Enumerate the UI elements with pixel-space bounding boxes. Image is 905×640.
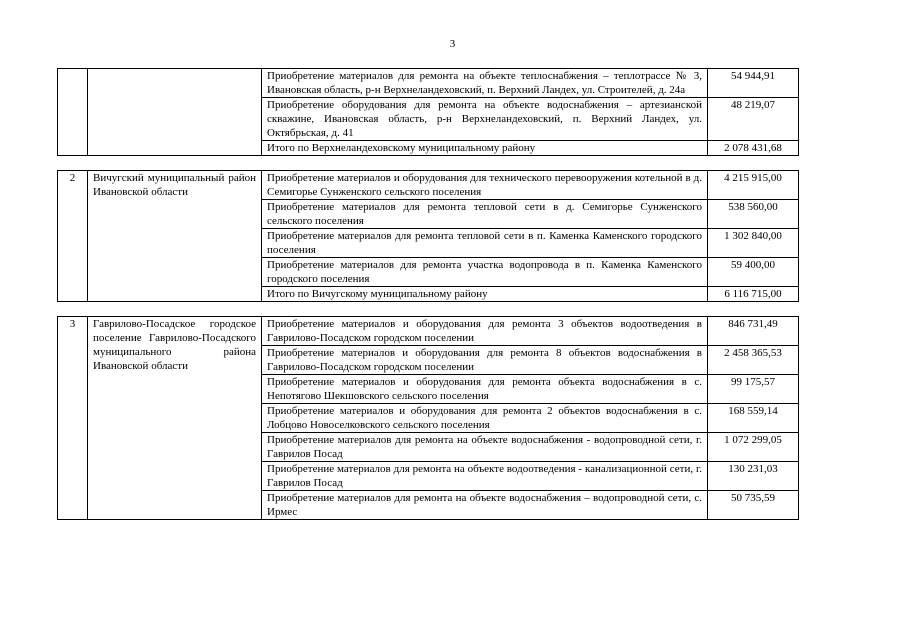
row-description: Приобретение материалов для ремонта на объекте водоснабжения - водопроводной сети, г. Гаврилов Посад <box>262 433 708 462</box>
row-description: Приобретение материалов для ремонта на объекте теплоснабжения – теплотрассе № 3, Ивановская область, р-н Верхнеландеховский, п. Верхний Ландех, ул. Строителей, д. 24а <box>262 69 708 98</box>
row-amount: 1 072 299,05 <box>708 433 799 462</box>
row-description: Приобретение материалов для ремонта на объекте водоотведения - канализационной сети, г. Гаврилов Посад <box>262 462 708 491</box>
funding-table <box>57 68 799 520</box>
table-row <box>58 171 799 200</box>
row-description: Приобретение материалов для ремонта участка водопровода в п. Каменка Каменского городского поселения <box>262 258 708 287</box>
row-amount: 4 215 915,00 <box>708 171 799 200</box>
table-row <box>58 69 799 98</box>
total-amount: 2 078 431,68 <box>708 141 799 156</box>
row-description: Приобретение материалов и оборудования для технического перевооружения котельной в д. Семигорье Сунженского сельского поселения <box>262 171 708 200</box>
row-description: Приобретение материалов и оборудования для ремонта 8 объектов водоснабжения в Гаврилово-Посадском городском поселении <box>262 346 708 375</box>
district-name: Гаврилово-Посадское городское поселение Гаврилово-Посадского муниципального района Ивановской области <box>88 317 262 520</box>
section-number: 2 <box>58 171 88 302</box>
district-name: Вичугский муниципальный район Ивановской области <box>88 171 262 302</box>
row-amount: 48 219,07 <box>708 98 799 141</box>
row-description: Приобретение материалов для ремонта тепловой сети в п. Каменка Каменского городского поселения <box>262 229 708 258</box>
row-amount: 59 400,00 <box>708 258 799 287</box>
row-description: Приобретение материалов и оборудования для ремонта 2 объектов водоснабжения в с. Лобцово Новоселковского сельского поселения <box>262 404 708 433</box>
page-number: 3 <box>449 38 456 50</box>
row-amount: 846 731,49 <box>708 317 799 346</box>
row-amount: 2 458 365,53 <box>708 346 799 375</box>
district-name <box>88 69 262 156</box>
row-gap <box>58 156 799 171</box>
row-amount: 130 231,03 <box>708 462 799 491</box>
row-amount: 54 944,91 <box>708 69 799 98</box>
row-description: Приобретение материалов для ремонта на объекте водоснабжения – водопроводной сети, с. Ирмес <box>262 491 708 520</box>
row-amount: 538 560,00 <box>708 200 799 229</box>
section-number <box>58 69 88 156</box>
row-description: Приобретение материалов и оборудования для ремонта 3 объектов водоотведения в Гаврилово-Посадском городском поселении <box>262 317 708 346</box>
row-amount: 50 735,59 <box>708 491 799 520</box>
row-description: Приобретение материалов и оборудования для ремонта объекта водоснабжения в с. Непотягово Шекшовского сельского поселения <box>262 375 708 404</box>
row-gap <box>58 302 799 317</box>
section-number: 3 <box>58 317 88 520</box>
row-description: Приобретение материалов для ремонта тепловой сети в д. Семигорье Сунженского сельского поселения <box>262 200 708 229</box>
table-row <box>58 317 799 346</box>
row-description: Приобретение оборудования для ремонта на объекте водоснабжения – артезианской скважине, Ивановская область, р-н Верхнеландеховский, п. Верхний Ландех, ул. Октябрьская, д. 41 <box>262 98 708 141</box>
row-amount: 168 559,14 <box>708 404 799 433</box>
row-amount: 99 175,57 <box>708 375 799 404</box>
total-label: Итого по Вичугскому муниципальному району <box>262 287 708 302</box>
total-label: Итого по Верхнеландеховскому муниципальному району <box>262 141 708 156</box>
total-amount: 6 116 715,00 <box>708 287 799 302</box>
row-amount: 1 302 840,00 <box>708 229 799 258</box>
